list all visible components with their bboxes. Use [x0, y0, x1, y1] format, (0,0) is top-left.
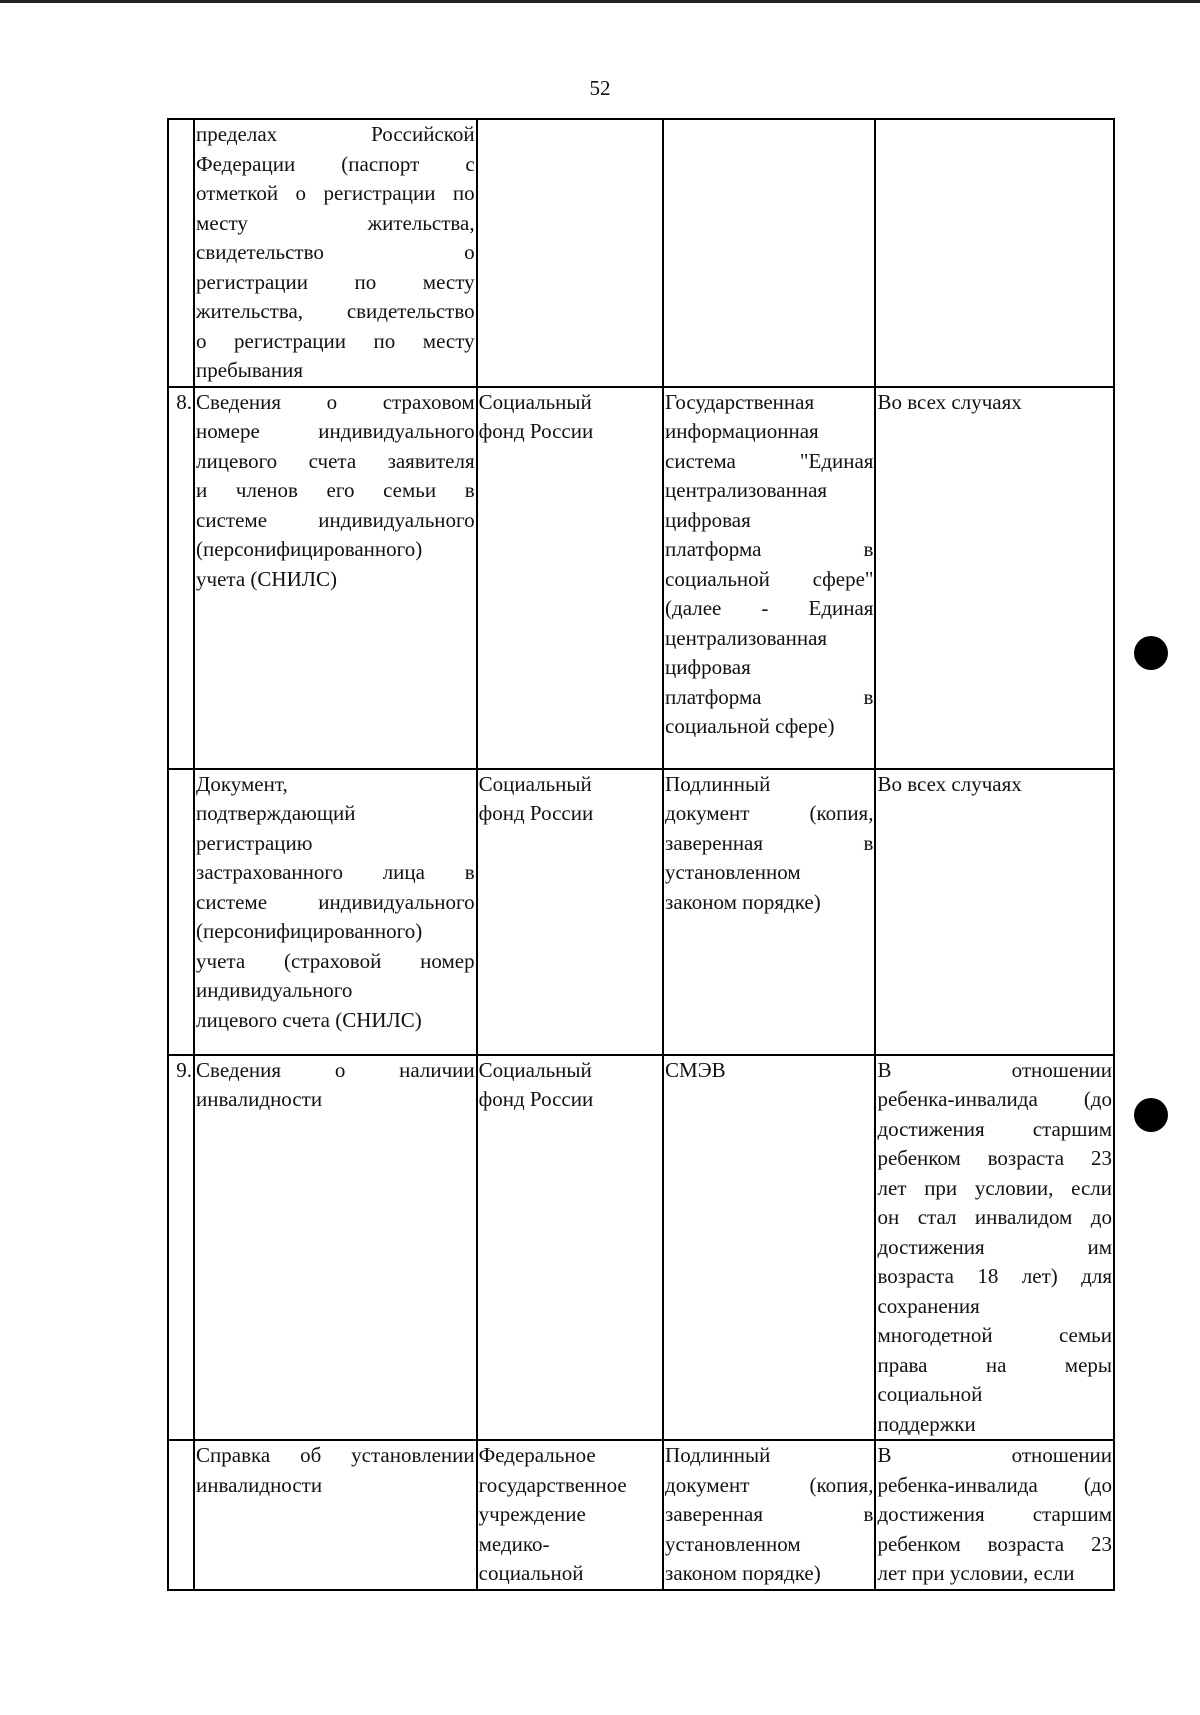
cell-text-line: Социальный — [478, 1057, 592, 1082]
cell-text-line: многодетной семьи — [877, 1323, 1112, 1347]
cell-text-line: лицевого счета (СНИЛС) — [196, 1007, 422, 1032]
cell-text-line: Федеральное — [478, 1443, 596, 1467]
cell-text-line: учреждение — [478, 1502, 586, 1526]
page-number: 52 — [589, 76, 611, 100]
cell-text-line: фонд России — [478, 1087, 594, 1111]
cell-text-line: платформа в — [665, 684, 874, 709]
cell-text-line: жительства, свидетельство — [196, 299, 475, 323]
cell-text-line: Подлинный — [665, 771, 771, 796]
cell-text-line: документ (копия, — [665, 801, 874, 825]
receipt-method-cell — [663, 1440, 875, 1590]
cell-text-line: фонд России — [478, 419, 594, 443]
cell-text-line: ребенком возраста 23 — [877, 1146, 1112, 1170]
cell-text-line: он стал инвалидом до — [877, 1205, 1112, 1229]
table-row — [168, 119, 1114, 387]
cell-text-line: фонд России — [478, 801, 594, 825]
cell-text-line: платформа в — [665, 537, 874, 561]
row-number: 9. — [168, 1055, 194, 1441]
cell-text-line: достижения старшим — [877, 1502, 1112, 1526]
cell-text-line: социальной сфере" — [665, 566, 874, 591]
receipt-method-cell — [663, 1055, 875, 1441]
receipt-method-cell — [663, 119, 875, 387]
cell-text-line: Документ, — [196, 771, 288, 796]
row-number — [168, 769, 194, 1055]
cell-text-line: Справка об установлении — [196, 1443, 475, 1467]
table-row — [168, 387, 1114, 769]
table-row — [168, 1440, 1114, 1590]
cell-text-line: заверенная в — [665, 1502, 874, 1526]
cell-text-line: Социальный — [478, 389, 592, 414]
cell-text-line: достижения старшим — [877, 1116, 1112, 1141]
cell-text-line: учета (страховой номер — [196, 948, 475, 973]
cell-text-line: Подлинный — [665, 1443, 771, 1467]
cell-text-line: Во всех случаях — [877, 771, 1022, 796]
document-name-cell — [194, 1055, 477, 1441]
cell-text-line: централизованная — [665, 478, 828, 502]
applicability-cell — [875, 119, 1114, 387]
cell-text-line: пределах Российской — [196, 122, 475, 146]
source-organization-cell — [477, 1055, 663, 1441]
cell-text-line: система "Единая — [665, 448, 874, 473]
applicability-cell — [875, 387, 1114, 769]
cell-text-line: регистрацию — [196, 830, 313, 855]
cell-text-line: Государственная — [665, 389, 815, 414]
cell-text-line: индивидуального — [196, 978, 353, 1002]
cell-text-line: поддержки — [877, 1411, 976, 1436]
cell-text-line: номере индивидуального — [196, 419, 475, 443]
cell-text-line: Федерации (паспорт с — [196, 151, 475, 176]
cell-text-line: лет при условии, если — [877, 1175, 1112, 1200]
cell-text-line: В отношении — [877, 1057, 1112, 1082]
cell-text-line: установленном — [665, 860, 801, 884]
cell-text-line: свидетельство о — [196, 240, 475, 264]
cell-text-line: достижения им — [877, 1234, 1112, 1259]
cell-text-line: медико- — [478, 1531, 550, 1556]
cell-text-line: централизованная — [665, 625, 828, 650]
applicability-cell — [875, 1055, 1114, 1441]
source-organization-cell — [477, 769, 663, 1055]
cell-text-line: инвалидности — [196, 1472, 323, 1497]
cell-text-line: права на меры — [877, 1352, 1112, 1377]
cell-text-line: о регистрации по месту — [196, 328, 475, 353]
requirements-table — [167, 118, 1115, 1591]
cell-text-line: отметкой о регистрации по — [196, 181, 475, 205]
scan-edge-line — [0, 0, 1200, 3]
receipt-method-cell — [663, 387, 875, 769]
cell-text-line: системе индивидуального — [196, 507, 475, 532]
cell-text-line: пребывания — [196, 358, 303, 382]
cell-text-line: и членов его семьи в — [196, 478, 475, 502]
source-organization-cell — [477, 387, 663, 769]
table-row — [168, 769, 1114, 1055]
cell-text-line: информационная — [665, 419, 819, 443]
cell-text-line: Сведения о страховом — [196, 389, 475, 414]
receipt-method-cell — [663, 769, 875, 1055]
cell-text-line: установленном — [665, 1531, 801, 1556]
cell-text-line: системе индивидуального — [196, 889, 475, 914]
cell-text-line: месту жительства, — [196, 210, 475, 235]
cell-text-line: подтверждающий — [196, 801, 356, 825]
cell-text-line: Во всех случаях — [877, 389, 1022, 414]
cell-text-line: Сведения о наличии — [196, 1057, 475, 1082]
document-name-cell — [194, 769, 477, 1055]
cell-text-line: В отношении — [877, 1443, 1112, 1467]
cell-text-line: учета (СНИЛС) — [196, 566, 338, 591]
table-row — [168, 1055, 1114, 1441]
row-number — [168, 1440, 194, 1590]
source-organization-cell — [477, 1440, 663, 1590]
cell-text-line: законом порядке) — [665, 1561, 821, 1585]
cell-text-line: государственное — [478, 1472, 627, 1497]
cell-text-line: социальной сфере) — [665, 714, 835, 738]
cell-text-line: возраста 18 лет) для — [877, 1264, 1112, 1288]
cell-text-line: (персонифицированного) — [196, 537, 423, 561]
cell-text-line: ребенка-инвалида (до — [877, 1087, 1112, 1111]
cell-text-line: лет при условии, если — [877, 1561, 1075, 1585]
cell-text-line: инвалидности — [196, 1087, 323, 1111]
document-name-cell — [194, 387, 477, 769]
applicability-cell — [875, 769, 1114, 1055]
cell-text-line: ребенком возраста 23 — [877, 1531, 1112, 1556]
cell-text-line: (персонифицированного) — [196, 919, 423, 943]
scan-hole-mark — [1134, 1098, 1168, 1132]
source-organization-cell — [477, 119, 663, 387]
cell-text-line: социальной — [478, 1561, 584, 1585]
applicability-cell — [875, 1440, 1114, 1590]
cell-text-line: цифровая — [665, 655, 751, 679]
cell-text-line: документ (копия, — [665, 1472, 874, 1497]
document-name-cell — [194, 1440, 477, 1590]
row-number — [168, 119, 194, 387]
row-number: 8. — [168, 387, 194, 769]
cell-text-line: лицевого счета заявителя — [196, 448, 475, 473]
cell-text-line: Социальный — [478, 771, 592, 796]
cell-text-line: цифровая — [665, 507, 751, 532]
cell-text-line: сохранения — [877, 1293, 980, 1318]
cell-text-line: СМЭВ — [665, 1057, 726, 1082]
scan-hole-mark — [1134, 636, 1168, 670]
cell-text-line: ребенка-инвалида (до — [877, 1472, 1112, 1497]
cell-text-line: застрахованного лица в — [196, 860, 475, 884]
cell-text-line: заверенная в — [665, 830, 874, 855]
document-name-cell — [194, 119, 477, 387]
cell-text-line: регистрации по месту — [196, 269, 475, 294]
cell-text-line: (далее - Единая — [665, 596, 874, 620]
cell-text-line: законом порядке) — [665, 889, 821, 914]
cell-text-line: социальной — [877, 1382, 983, 1406]
